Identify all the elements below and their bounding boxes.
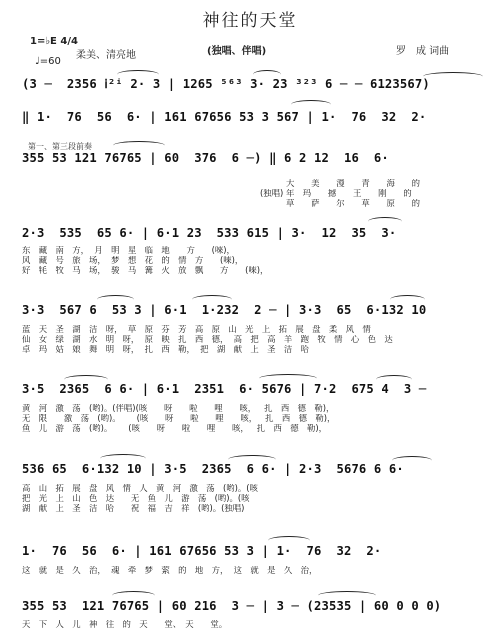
- music-line-3: 355 53 121 76765 | 60 376 6 ─) ‖ 6 2 12 16 6·: [22, 151, 389, 165]
- slur-mark: [390, 295, 425, 304]
- lyric-line-2a: 东 藏 南 方， 月 明 星 临 地 方 (唻)，: [22, 246, 235, 255]
- lyric-line-3a: 蓝 天 圣 湖 洁 呀， 草 原 芬 芳 高 原 山 光 上 拓 展 盘 柔 风 情: [22, 325, 371, 334]
- music-line-2: ‖ 1· 76 56 6· | 161 67656 53 3 567 | 1· 76 32 2·: [22, 110, 427, 124]
- slur-mark: [291, 100, 331, 109]
- lyric-line-2c: 好 牦 牧 马 场， 骏 马 篝 火 放 飘 方 (唻)，: [22, 266, 269, 275]
- lyric-line-3b: 仙 女 绿 湖 水 明 呀， 原 映 扎 西 德， 高 把 高 羊 跑 牧 情 心 色 达: [22, 335, 393, 344]
- slur-mark: [97, 295, 134, 304]
- lyric-line-5c: 湖 献 上 圣 洁 哈 祝 福 吉 祥 (哟)。(独唱): [22, 504, 245, 513]
- lyricist-composer-credit: 罗 成 词曲: [396, 46, 450, 57]
- slur-mark: [64, 375, 108, 384]
- music-line-7: 536 65 6·132 10 | 3·5 2365 6 6· | 2·3 5676 6 6·: [22, 462, 404, 476]
- music-line-4: 2·3 535 65 6· | 6·1 23 533 615 | 3· 12 35 3·: [22, 226, 397, 240]
- key-signature: 1=♭E 4/4: [30, 36, 78, 47]
- style-marking: 柔美、清亮地: [76, 50, 136, 61]
- slur-mark: [392, 456, 432, 465]
- lyric-line-2b: 风 藏 号 旅 场， 梦 想 花 的 情 方 (唻)，: [22, 256, 244, 265]
- slur-mark: [259, 374, 317, 383]
- song-title: 神往的天堂: [202, 11, 298, 31]
- music-line-1: (3 ─ 2356 ⅰ²ⁱ 2· 3 | 1265 ⁵⁶³ 3· 23 ³²³ 6 ─ ─ 6123567): [22, 77, 430, 91]
- slur-mark: [192, 295, 232, 304]
- tempo-marking: ♩=60: [35, 56, 61, 67]
- slur-mark: [318, 591, 376, 600]
- lyric-line-5a: 高 山 拓 展 盘 风 情 人 黄 河 激 荡 (哟)。(咳: [22, 484, 258, 493]
- slur-mark: [113, 141, 165, 150]
- slur-mark: [100, 454, 146, 463]
- lyric-line-6: 这 就 是 久 治， 魂 牵 梦 萦 的 地 方， 这 就 是 久 治，: [22, 566, 318, 575]
- music-line-5: 3·3 567 6 53 3 | 6·1 1·232 2 ─ | 3·3 65 6·132 10: [22, 303, 427, 317]
- lyric-line-1a: 大 美 漫 青 海 的: [286, 179, 420, 188]
- slur-mark: [376, 375, 412, 384]
- slur-mark: [423, 72, 483, 81]
- performance-marking: (独唱、伴唱): [207, 46, 267, 57]
- lyric-line-1c: 草 萨 尔 草 原 的: [286, 199, 420, 208]
- lyric-line-4c: 鱼 儿 游 荡 (哟)。 (咳 呀 啦 哩 咳， 扎 西 德 勒)，: [22, 424, 328, 433]
- section-label: 第一、第三段前奏: [28, 142, 92, 151]
- lyric-line-5b: 把 光 上 山 色 达 无 鱼 儿 游 荡 (哟)。(咳: [22, 494, 250, 503]
- lyric-line-4b: 无 限 激 荡 (哟)。 (咳 呀 啦 哩 咳， 扎 西 德 勒)，: [22, 414, 336, 423]
- slur-mark: [268, 536, 310, 545]
- slur-mark: [253, 70, 281, 79]
- lyric-line-3c: 卓 玛 姑 娘 舞 明 呀， 扎 西 勒， 把 湖 献 上 圣 洁 哈: [22, 345, 310, 354]
- lyric-line-7: 天 下 人 儿 神 往 的 天 堂、 天 堂。: [22, 620, 228, 629]
- lyric-line-4a: 黄 河 激 荡 (哟)。(伴唱)(咳 呀 啦 哩 咳， 扎 西 德 勒)，: [22, 404, 335, 413]
- slur-mark: [368, 217, 402, 226]
- slur-mark: [117, 70, 159, 79]
- lyric-line-1b: (独唱) 年 玛 撼 王 刚 的: [260, 189, 412, 198]
- music-line-6: 3·5 2365 6 6· | 6·1 2351 6· 5676 | 7·2 675 4 3 ─: [22, 382, 427, 396]
- slur-mark: [112, 591, 155, 600]
- music-line-9: 355 53 121 76765 | 60 216 3 ─ | 3 ─ (23535 | 60 0 0 0): [22, 599, 442, 613]
- slur-mark: [228, 455, 276, 464]
- music-line-8: 1· 76 56 6· | 161 67656 53 3 | 1· 76 32 2·: [22, 544, 382, 558]
